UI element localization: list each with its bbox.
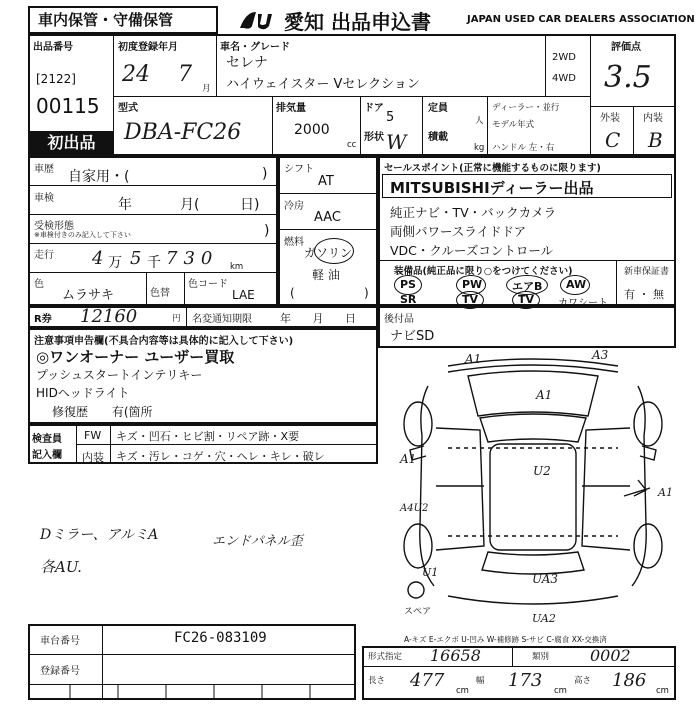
mileage-label: 走行 [34, 250, 54, 261]
form-title: 愛知 出品申込書 [284, 10, 431, 34]
handle-label: ハンドル 左・右 [492, 143, 555, 153]
inspector-interior: 内装 [82, 451, 104, 464]
handnote-left-1: Dミラー、アルミA [40, 527, 159, 543]
fuel-circle-mark [314, 238, 354, 264]
load-label: 積載 [428, 132, 448, 143]
name-change-value: 年 月 日 [280, 312, 356, 325]
model-year-label: モデル年式 [492, 120, 535, 130]
reg-month-unit: 月 [202, 84, 211, 94]
usage-close-paren: ) [262, 166, 268, 182]
type-value: 16658 [430, 646, 481, 665]
height-unit: cm [656, 686, 669, 696]
association-name: JAPAN USED CAR DEALERS ASSOCIATION [467, 14, 695, 25]
mileage-sen: 5 [130, 248, 142, 269]
equip-sr: SR [400, 293, 417, 306]
interior-grade: B [648, 128, 663, 152]
fuel-options: ガソリン [304, 246, 353, 260]
unit-man: 万 [108, 255, 122, 271]
equip-kawa: カワシート [558, 298, 608, 309]
mileage-unit: km [230, 262, 244, 272]
displacement-label: 排気量 [276, 103, 306, 114]
diag-a1-left: A1 [400, 452, 417, 466]
new-warranty-label: 新車保証書 [624, 267, 670, 277]
equip-pw: PW [462, 278, 483, 291]
notes-line-3: HIDヘッドライト [36, 386, 130, 400]
reg-number-label: 登録番号 [40, 666, 80, 677]
color-code-value: LAE [232, 288, 255, 302]
stamp-boxes [28, 684, 356, 700]
selling-line-3: 両側パワースライドドア [390, 224, 527, 239]
fuel-label: 燃料 [284, 237, 304, 248]
acceptance-label: 受検形態 [34, 221, 74, 232]
diag-u1: U1 [422, 566, 439, 579]
inspector-fw: FW [84, 429, 102, 442]
length-value: 477 [410, 670, 445, 691]
unit-sen: 千 [147, 255, 161, 271]
ju-logo [236, 8, 280, 32]
class-label: 類別 [532, 652, 550, 662]
shape-value: W [386, 130, 407, 154]
selling-line-2: 純正ナビ・TV・バックカメラ [390, 205, 557, 220]
aftermarket-label: 後付品 [384, 314, 414, 325]
inspector-label-2: 記入欄 [32, 450, 62, 461]
interior-label: 内装 [643, 113, 663, 124]
car-name-label: 車名・グレード [220, 42, 290, 53]
first-listing-badge: 初出品 [30, 131, 113, 154]
lot-number: 00115 [36, 94, 100, 118]
notes-line-2: プッシュスタートインテリキー [36, 368, 203, 382]
recycle-amount: 12160 [80, 306, 138, 327]
equip-aw: AW [566, 278, 587, 291]
notes-title: 注意事項申告欄(不具合内容等は具体的に記入して下さい) [34, 336, 294, 347]
handnote-right: エンドパネル歪 [212, 534, 303, 549]
inspector-interior-items: キズ・汚レ・コゲ・穴・ヘレ・キレ・破レ [116, 450, 325, 463]
usage-label: 車歴 [34, 164, 54, 175]
inspection-day: 日) [240, 197, 260, 213]
diag-spare: スペア [404, 607, 432, 617]
ac-value: AAC [314, 210, 341, 225]
drive-4wd: 4WD [552, 73, 576, 84]
dealer-label: ディーラー・並行 [492, 103, 560, 113]
color-label: 色 [34, 279, 44, 290]
diag-a1-right: A1 [658, 486, 673, 499]
lot-prefix: [2122] [36, 72, 76, 86]
cc-unit: cc [347, 140, 357, 150]
shift-value: AT [318, 174, 334, 189]
diag-a4u2: A4U2 [400, 503, 429, 514]
fuel-paren-open: ( [290, 286, 295, 300]
model-label: 型式 [118, 103, 138, 114]
score-label: 評価点 [611, 42, 641, 53]
selling-line-1: MITSUBISHIディーラー出品 [390, 179, 594, 197]
width-label: 幅 [476, 676, 485, 686]
frame-number-value: FC26-083109 [174, 630, 267, 646]
notes-line-1: ◎ワンオーナー ユーザー買取 [36, 348, 235, 366]
exterior-label: 外装 [600, 113, 620, 124]
equip-kawa-prefix: TV [518, 293, 535, 306]
selling-points-title: セールスポイント(正常に機能するものに限ります) [384, 163, 601, 174]
capacity-unit: 人 [475, 116, 484, 126]
equip-airb: エアB [512, 280, 543, 293]
notes-line-4: 修復歴 有(箇所 [52, 405, 153, 419]
acceptance-note: ※車検付きのみ記入して下さい [34, 231, 131, 239]
color-value: ムラサキ [62, 288, 115, 303]
exterior-grade: C [605, 128, 621, 152]
fuel-paren-close: ) [364, 286, 369, 300]
score-value: 3.5 [604, 60, 652, 95]
color-code-label: 色コード [188, 279, 228, 290]
equip-ps-circle [394, 275, 422, 295]
mileage-rest: 730 [166, 248, 219, 269]
lot-number-label: 出品番号 [33, 42, 73, 53]
car-name: セレナ [226, 55, 268, 71]
diag-a3-top: A3 [592, 348, 609, 362]
capacity-label: 定員 [428, 103, 448, 114]
acceptance-paren: ) [264, 223, 270, 239]
model-value: DBA-FC26 [124, 120, 242, 145]
inspection-year: 年 [118, 197, 132, 213]
mileage-man: 4 [92, 248, 104, 269]
warranty-choice: 有 ・ 無 [624, 288, 664, 301]
displacement-value: 2000 [294, 122, 330, 138]
inspector-label-1: 検査員 [32, 434, 62, 445]
shift-label: シフト [284, 164, 314, 175]
load-unit: kg [474, 143, 485, 153]
selling-line-4: VDC・クルーズコントロール [390, 243, 554, 258]
storage-text: 車内保管・守備保管 [38, 11, 174, 29]
shape-label: 形状 [364, 132, 384, 143]
usage-value: 自家用・( [68, 169, 130, 185]
handnote-left-2: 各AU. [40, 558, 82, 576]
drive-2wd: 2WD [552, 52, 576, 63]
inspection-month: 月( [180, 197, 200, 213]
equip-tv: TV [462, 293, 479, 306]
first-reg-label: 初度登録年月 [118, 42, 178, 53]
equipment-title: 装備品(純正品に限り○をつけてください) [394, 266, 573, 277]
width-value: 173 [508, 670, 543, 691]
width-unit: cm [554, 686, 567, 696]
fuel-light: 軽 油 [312, 268, 340, 282]
doors-label: ドア [364, 103, 384, 114]
inspection-label: 車検 [34, 193, 54, 204]
recycle-label: R券 [34, 314, 52, 325]
equip-aw-circle [560, 275, 590, 295]
recycle-unit: 円 [172, 314, 181, 324]
diag-legend: A-キズ E-エクボ U-凹み W-補修跡 S-サビ C-腐食 XX-交換済 [404, 635, 607, 644]
equip-ps: PS [400, 278, 416, 291]
frame-number-label: 車台番号 [40, 636, 80, 647]
inspector-fw-items: キズ・凹石・ヒビ割・リペア跡・X要 [116, 430, 300, 443]
height-value: 186 [612, 670, 647, 691]
color-change-label: 色替 [150, 288, 170, 299]
car-grade: ハイウェイスター Vセレクション [226, 77, 420, 92]
diag-ua3: UA3 [532, 572, 559, 586]
diag-a1-roof: A1 [536, 388, 553, 402]
ac-label: 冷房 [284, 201, 304, 212]
name-change-label: 名変通知期限 [192, 314, 252, 325]
diag-a1-top: A1 [465, 352, 482, 366]
height-label: 高さ [574, 676, 592, 686]
type-label: 形式指定 [368, 652, 403, 662]
diag-ua2: UA2 [532, 612, 556, 625]
reg-year: 24 [122, 62, 150, 87]
length-unit: cm [456, 686, 469, 696]
length-label: 長さ [368, 676, 386, 686]
class-value: 0002 [590, 646, 631, 665]
reg-month: 7 [178, 62, 192, 87]
doors-value: 5 [386, 110, 395, 125]
diag-u2: U2 [533, 464, 551, 478]
aftermarket-value: ナビSD [390, 329, 435, 344]
